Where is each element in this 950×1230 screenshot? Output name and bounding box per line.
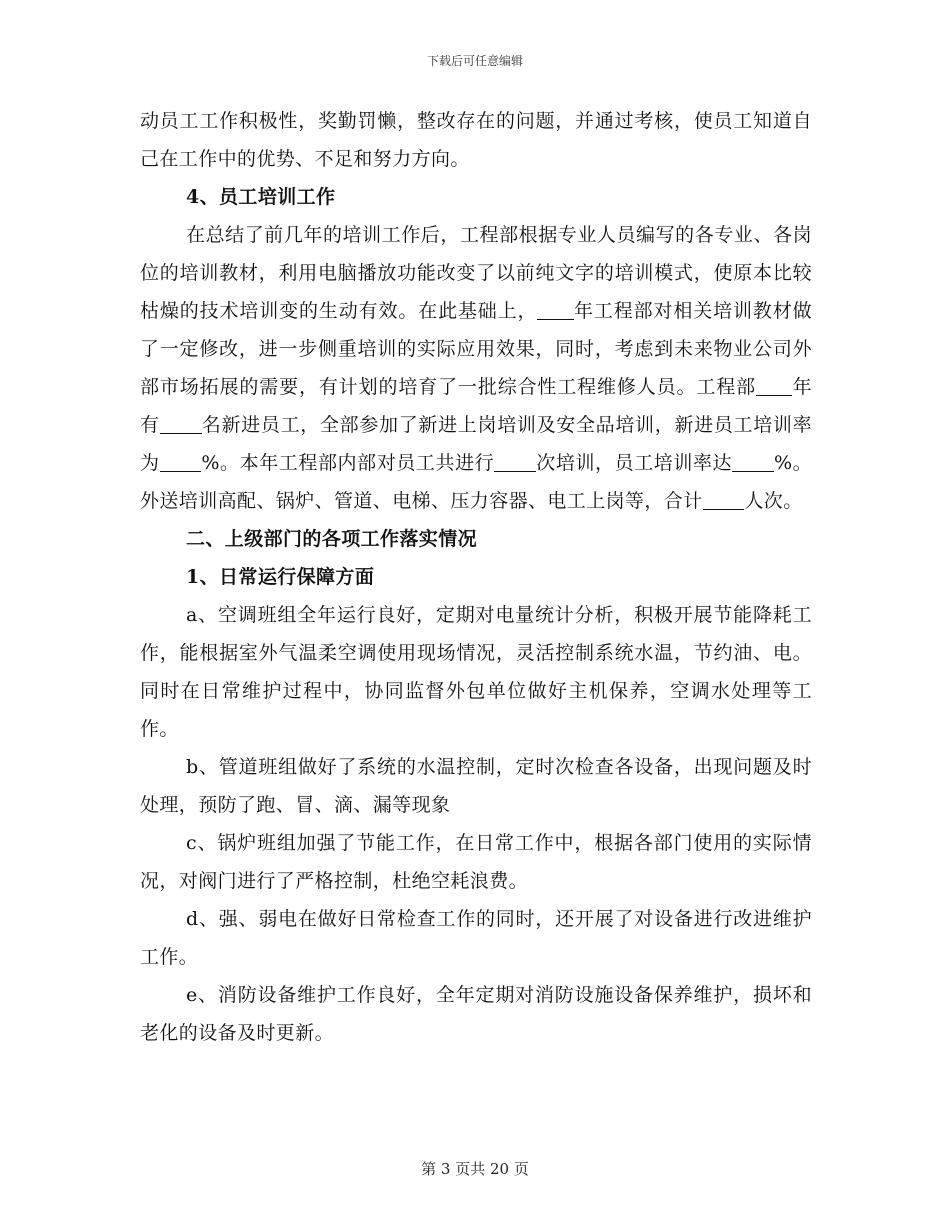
text-run: e、消防设备维护工作良好，全年定期对消防设施设备保养维护，损坏和老化的设备及时更新。 bbox=[140, 984, 812, 1044]
body-paragraph bbox=[140, 216, 812, 520]
fill-in-blank bbox=[732, 452, 774, 472]
text-run: a、空调班组全年运行良好，定期对电量统计分析，积极开展节能降耗工作，能根据室外气温柔空调使用现场情况，灵活控制系统水温，节约油、电。同时在日常维护过程中，协同监督外包单位做好主机保养，空调水处理等工作。 bbox=[140, 604, 812, 740]
body-paragraph bbox=[140, 102, 812, 178]
document-body bbox=[140, 102, 812, 1052]
text-run: 名新进员工，全部参加了新进上岗培训及安全品培训，新进员工培训率为 bbox=[140, 414, 812, 474]
text-run: %。外送培训高配、锅炉、管道、电梯、压力容器、电工上岗等，合计 bbox=[140, 452, 812, 512]
text-run: d、强、弱电在做好日常检查工作的同时，还开展了对设备进行改进维护工作。 bbox=[140, 908, 812, 968]
text-run: 二、上级部门的各项工作落实情况 bbox=[186, 528, 478, 550]
body-paragraph bbox=[140, 900, 812, 976]
text-run: 4、员工培训工作 bbox=[186, 186, 336, 208]
fill-in-blank bbox=[160, 414, 202, 434]
section-heading bbox=[140, 178, 812, 216]
page-footer: 第 3 页共 20 页 bbox=[421, 1160, 529, 1178]
body-paragraph bbox=[140, 748, 812, 824]
text-run: %。本年工程部内部对员工共进行 bbox=[201, 452, 495, 474]
fill-in-blank bbox=[537, 300, 573, 320]
body-paragraph bbox=[140, 596, 812, 748]
text-run: 年有 bbox=[140, 376, 812, 436]
fill-in-blank bbox=[703, 490, 745, 510]
text-run: b、管道班组做好了系统的水温控制，定时次检查各设备，出现问题及时处理，预防了跑、冒、滴、漏等现象 bbox=[140, 756, 812, 816]
text-run: 在总结了前几年的培训工作后，工程部根据专业人员编写的各专业、各岗位的培训教材，利用电脑播放功能改变了以前纯文字的培训模式，使原本比较枯燥的技术培训变的生动有效。在此基础上， bbox=[140, 224, 812, 322]
text-run: 次培训，员工培训率达 bbox=[536, 452, 733, 474]
text-run: 人次。 bbox=[744, 490, 803, 512]
fill-in-blank bbox=[756, 376, 792, 396]
fill-in-blank bbox=[494, 452, 536, 472]
text-run: c、锅炉班组加强了节能工作，在日常工作中，根据各部门使用的实际情况，对阀门进行了严格控制，杜绝空耗浪费。 bbox=[140, 832, 812, 892]
body-paragraph bbox=[140, 976, 812, 1052]
page-header: 下载后可任意编辑 bbox=[426, 54, 523, 68]
section-heading bbox=[140, 558, 812, 596]
section-heading bbox=[140, 520, 812, 558]
body-paragraph bbox=[140, 824, 812, 900]
text-run: 动员工工作积极性，奖勤罚懒，整改存在的问题，并通过考核，使员工知道自己在工作中的优势、不足和努力方向。 bbox=[140, 110, 812, 170]
text-run: 年工程部对相关培训教材做了一定修改，进一步侧重培训的实际应用效果，同时，考虑到未来物业公司外部市场拓展的需要，有计划的培育了一批综合性工程维修人员。工程部 bbox=[140, 300, 812, 398]
text-run: 1、日常运行保障方面 bbox=[186, 566, 375, 588]
fill-in-blank bbox=[160, 452, 202, 472]
